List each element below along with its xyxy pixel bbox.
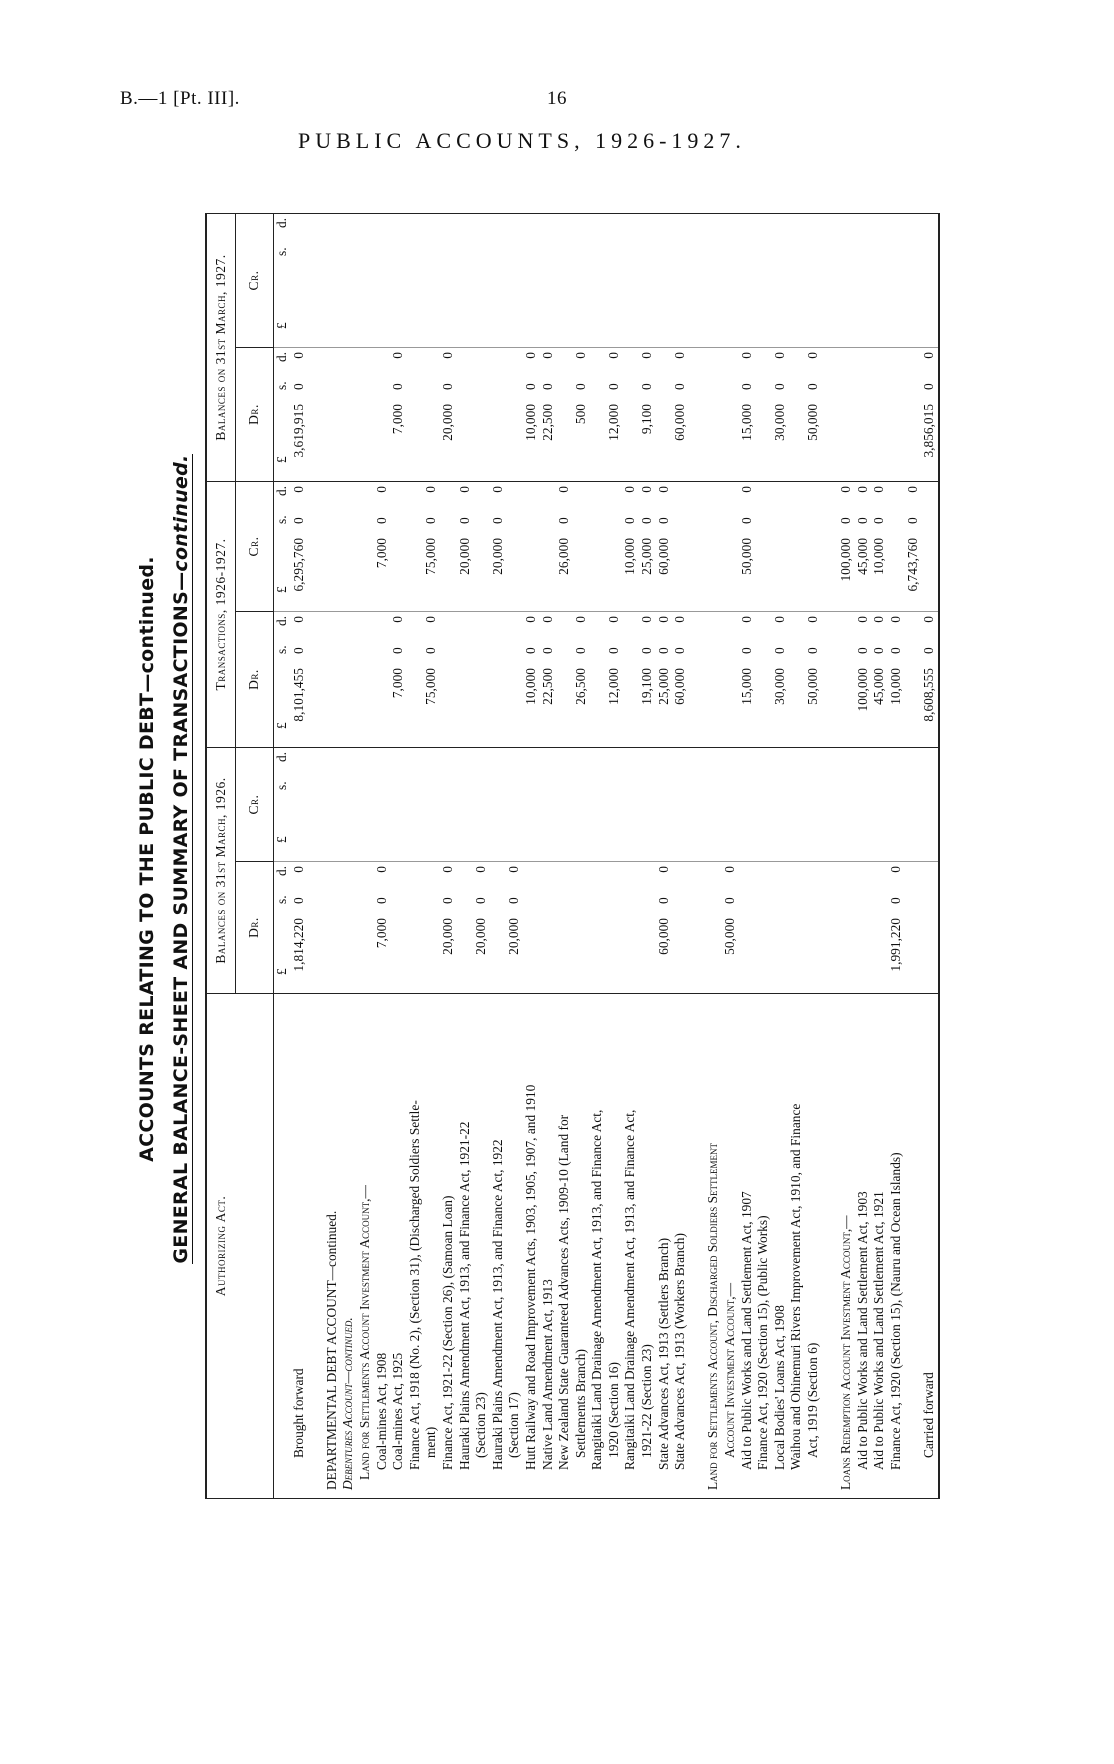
amount-pounds: 7,000 <box>373 537 389 569</box>
amount-d: 0 <box>522 616 538 623</box>
row-nz-state: New Zealand State Guaranteed Advances Acts, 1909-10 (Land for <box>556 1114 572 1470</box>
amount-pounds: 50,000 <box>722 918 738 955</box>
pence-sign: d. <box>274 866 289 877</box>
amount-pounds: 3,856,015 <box>921 403 937 458</box>
amount-pounds: 1,814,220 <box>290 918 306 972</box>
col-header-bal1926: Balances on 31st March, 1926. <box>206 748 236 994</box>
amount-total <box>921 352 938 477</box>
amount-s: 0 <box>423 517 439 524</box>
amount <box>291 352 308 477</box>
row-waihou-cont: Act, 1919 (Section 6) <box>805 1342 820 1458</box>
amount <box>423 486 440 607</box>
amount-d: 0 <box>439 866 455 873</box>
amount-d: 0 <box>522 351 538 359</box>
amount-pounds: 22,500 <box>539 403 555 441</box>
amount-d: 0 <box>921 351 937 359</box>
amount-s: 0 <box>290 647 306 654</box>
row-rangitaiki-1-cont: 1920 (Section 16) <box>605 1362 621 1458</box>
amount-d: 0 <box>290 616 306 623</box>
amount-d: 0 <box>572 616 588 623</box>
row-coal-1908: Coal-mines Act, 1908 <box>373 1352 389 1470</box>
amount-d: 0 <box>373 485 389 493</box>
amount <box>871 486 888 607</box>
amount-s: 0 <box>672 647 688 654</box>
row-rangitaiki-2: Rangitaiki Land Drainage Amendment Act, 1913, and Finance Act, <box>622 1109 638 1470</box>
shillings-sign: s. <box>274 381 289 390</box>
amount-pounds: 9,100 <box>639 403 655 435</box>
row-hutt: Hutt Railway and Road Improvement Acts, 1903, 1905, 1907, and 1910 <box>522 1084 538 1470</box>
unit-row <box>274 486 291 607</box>
amount <box>390 352 407 477</box>
row-brought-forward: Brought forward <box>290 1368 306 1458</box>
amount <box>374 866 391 989</box>
pence-sign: d. <box>274 485 289 497</box>
amount-s: 0 <box>639 647 655 654</box>
amount <box>805 616 822 743</box>
page-number: 16 <box>547 88 567 109</box>
amount-d: 0 <box>639 616 655 623</box>
amount-d: 0 <box>572 351 588 359</box>
col-header-dr: Dr. <box>236 347 274 481</box>
amount-pounds: 7,000 <box>390 403 406 435</box>
transactions-dr-column <box>274 612 939 748</box>
amount-d: 0 <box>854 485 870 493</box>
section-loans-redemption: Loans Redemption Account Investment Account,— <box>838 1215 854 1490</box>
amount <box>739 352 756 477</box>
amount-pounds: 45,000 <box>871 668 887 705</box>
row-hauraki-1-cont: (Section 23) <box>473 1392 489 1458</box>
pound-sign: £ <box>274 456 289 463</box>
amount-d: 0 <box>672 616 688 623</box>
balance-sheet-table <box>205 213 940 1499</box>
amount-d: 0 <box>722 866 738 873</box>
shillings-sign: s. <box>274 645 289 654</box>
amount-d: 0 <box>655 616 671 623</box>
amount-d: 0 <box>506 866 522 873</box>
amount <box>473 866 490 989</box>
amount-pounds: 7,000 <box>373 918 389 949</box>
amount-s: 0 <box>738 383 754 390</box>
amount-pounds: 22,500 <box>539 668 555 705</box>
amount-pounds: 10,000 <box>887 668 903 705</box>
amount <box>506 866 523 989</box>
amount-s: 0 <box>871 647 887 654</box>
amount-s: 0 <box>473 897 489 904</box>
pence-sign: d. <box>274 752 289 763</box>
amount-s: 0 <box>921 383 937 390</box>
amount-s: 0 <box>771 383 787 390</box>
amount-s: 0 <box>738 647 754 654</box>
amount-d: 0 <box>805 351 820 359</box>
amount-d: 0 <box>489 485 505 493</box>
bal1926-dr-column <box>274 862 939 994</box>
amount <box>291 486 308 607</box>
amount-s: 0 <box>838 517 854 524</box>
amount <box>871 616 888 743</box>
amount-pounds: 6,295,760 <box>290 537 306 592</box>
amount <box>573 616 590 743</box>
amount <box>772 352 789 477</box>
amount <box>739 616 756 743</box>
amount-d: 0 <box>473 866 489 873</box>
amount-d: 0 <box>605 616 621 623</box>
amount-s: 0 <box>290 517 306 524</box>
amount-pounds: 10,000 <box>871 537 887 575</box>
amount-pounds: 10,000 <box>522 668 538 705</box>
amount <box>374 486 391 607</box>
row-aid-1907: Aid to Public Works and Land Settlement Act, 1907 <box>738 1191 754 1470</box>
section-land-settlements: Land for Settlements Account Investment Account,— <box>356 1185 372 1480</box>
amount <box>440 352 457 477</box>
unit-row <box>274 616 291 743</box>
amount-pounds: 20,000 <box>473 918 489 955</box>
amount <box>772 616 789 743</box>
pound-sign: £ <box>274 968 289 975</box>
amount-pounds: 26,000 <box>556 537 572 575</box>
amount-s: 0 <box>887 897 903 904</box>
amount-s: 0 <box>439 897 455 904</box>
amount-d: 0 <box>655 866 671 873</box>
shillings-sign: s. <box>274 515 289 524</box>
amount <box>423 616 440 743</box>
amount-pounds: 50,000 <box>738 537 754 575</box>
amount-pounds: 12,000 <box>605 403 621 441</box>
amount <box>573 352 590 477</box>
col-header-transactions: Transactions, 1926-1927. <box>206 481 236 747</box>
unit-row <box>274 998 291 1490</box>
row-state-workers: State Advances Act, 1913 (Workers Branch) <box>672 1233 688 1470</box>
amount <box>390 616 407 743</box>
amount <box>540 352 557 477</box>
amount-s: 0 <box>373 517 389 524</box>
amount-pounds: 3,619,915 <box>290 403 306 458</box>
amount-pounds: 100,000 <box>838 537 854 582</box>
shillings-sign: s. <box>274 781 289 790</box>
amount <box>888 616 905 743</box>
row-aid-1903: Aid to Public Works and Land Settlement Act, 1903 <box>854 1191 870 1470</box>
amount-d: 0 <box>539 351 555 359</box>
amount-s: 0 <box>722 897 738 904</box>
amount-pounds: 20,000 <box>456 537 472 575</box>
section-debentures: Debentures Account—continued. <box>340 1317 356 1490</box>
row-finance-1918-cont: ment) <box>423 1426 439 1458</box>
bal1927-dr-column <box>274 347 939 481</box>
caption-line-2-main: GENERAL BALANCE-SHEET AND SUMMARY OF TRANSACTIONS— <box>170 571 192 1264</box>
amount-s: 0 <box>572 647 588 654</box>
amount-s: 0 <box>556 517 572 524</box>
amount <box>656 866 673 989</box>
amount-pounds: 15,000 <box>738 403 754 441</box>
amount-pounds: 60,000 <box>655 918 671 955</box>
amount-pounds: 20,000 <box>439 918 455 955</box>
amount-d: 0 <box>921 616 937 623</box>
section-departmental-debt: DEPARTMENTAL DEBT ACCOUNT—continued. <box>323 1210 339 1490</box>
amount-pounds: 8,101,455 <box>290 668 306 722</box>
col-header-cr: Cr. <box>236 481 274 611</box>
amount <box>855 616 872 743</box>
amount-d: 0 <box>887 866 903 873</box>
amount-d: 0 <box>805 616 820 623</box>
amount-s: 0 <box>887 647 903 654</box>
pence-sign: d. <box>274 616 289 627</box>
amount-s: 0 <box>506 897 522 904</box>
amount-s: 0 <box>390 647 406 654</box>
amount-s: 0 <box>622 517 638 524</box>
amount-d: 0 <box>887 616 903 623</box>
amount-pounds: 30,000 <box>771 668 787 705</box>
row-finance-1920-pw: Finance Act, 1920 (Section 15), (Public Works) <box>755 1215 771 1470</box>
amount-pounds: 75,000 <box>423 537 439 575</box>
row-hauraki-2-cont: (Section 17) <box>506 1392 522 1458</box>
bal1926-cr-column <box>274 748 939 862</box>
pound-sign: £ <box>274 586 289 593</box>
amount-d: 0 <box>556 485 572 493</box>
col-header-bal1927: Balances on 31st March, 1927. <box>206 213 236 481</box>
amount-d: 0 <box>456 485 472 493</box>
amount-d: 0 <box>771 616 787 623</box>
amount <box>523 352 540 477</box>
unit-row <box>274 218 291 343</box>
row-local-bodies: Local Bodies' Loans Act, 1908 <box>771 1305 787 1470</box>
amount-d: 0 <box>390 616 406 623</box>
amount <box>672 352 689 477</box>
amount-pounds: 15,000 <box>738 668 754 705</box>
row-state-settlers: State Advances Act, 1913 (Settlers Branch) <box>655 1237 671 1470</box>
amount-s: 0 <box>522 647 538 654</box>
amount-d: 0 <box>771 351 787 359</box>
amount-pounds: 6,743,760 <box>904 537 920 592</box>
amount-d: 0 <box>738 351 754 359</box>
amount-pounds: 25,000 <box>639 537 655 575</box>
row-hauraki-1: Hauraki Plains Amendment Act, 1913, and Finance Act, 1921-22 <box>456 1121 472 1470</box>
pence-sign: d. <box>274 217 289 229</box>
row-coal-1925: Coal-mines Act, 1925 <box>390 1352 406 1470</box>
row-hauraki-2: Hauraki Plains Amendment Act, 1913, and Finance Act, 1922 <box>489 1139 505 1470</box>
amount-d: 0 <box>290 485 306 493</box>
amount <box>672 616 689 743</box>
row-rangitaiki-1: Rangitaiki Land Drainage Amendment Act, 1913, and Finance Act, <box>589 1109 605 1470</box>
amount-d: 0 <box>290 351 306 359</box>
amount-s: 0 <box>423 647 439 654</box>
col-header-cr: Cr. <box>236 213 274 347</box>
amount-d: 0 <box>672 351 688 359</box>
amount-s: 0 <box>805 383 820 390</box>
row-carried-forward: Carried forward <box>921 1372 937 1458</box>
amount-s: 0 <box>805 647 820 654</box>
amount-pounds: 12,000 <box>605 668 621 705</box>
amount-d: 0 <box>854 616 870 623</box>
page-title: PUBLIC ACCOUNTS, 1926-1927. <box>298 128 746 153</box>
report-reference: B.—1 [Pt. III]. <box>120 88 240 109</box>
amount <box>606 616 623 743</box>
amount-d: 0 <box>871 485 887 493</box>
amount <box>291 616 308 743</box>
amount <box>739 486 756 607</box>
amount-pounds: 1,991,220 <box>887 918 903 972</box>
amount-pounds: 60,000 <box>655 537 671 575</box>
unit-row <box>274 752 291 857</box>
row-waihou: Waihou and Ohinemuri Rivers Improvement Act, 1910, and Finance <box>788 1103 804 1470</box>
amount-pounds: 8,608,555 <box>921 668 937 722</box>
amount-d: 0 <box>639 485 655 493</box>
amount <box>722 866 739 989</box>
amount-s: 0 <box>854 647 870 654</box>
transactions-cr-column <box>274 481 939 611</box>
unit-row <box>274 352 291 477</box>
rotated-table-region <box>128 214 937 1504</box>
caption-line-2-cont: continued. <box>170 454 192 572</box>
amount-d: 0 <box>423 485 439 493</box>
amount <box>490 486 507 607</box>
amount-pounds: 26,500 <box>572 668 588 705</box>
amount-pounds: 20,000 <box>439 403 455 441</box>
amount-pounds: 45,000 <box>854 537 870 575</box>
amount-s: 0 <box>639 517 655 524</box>
amount-s: 0 <box>456 517 472 524</box>
amount <box>838 486 855 607</box>
pence-sign: d. <box>274 351 289 363</box>
amount-s: 0 <box>572 383 588 390</box>
amount-pounds: 60,000 <box>672 668 688 705</box>
amount <box>440 866 457 989</box>
amount-s: 0 <box>439 383 455 390</box>
amount-s: 0 <box>854 517 870 524</box>
unit-row <box>274 866 291 989</box>
amount <box>855 486 872 607</box>
amount-pounds: 20,000 <box>489 537 505 575</box>
amount-pounds: 19,100 <box>639 668 655 705</box>
amount-d: 0 <box>423 616 439 623</box>
col-header-dr: Dr. <box>236 862 274 994</box>
amount-s: 0 <box>639 383 655 390</box>
section-lfs-discharged-cont: Account Investment Account,— <box>722 1283 738 1458</box>
shillings-sign: s. <box>274 247 289 256</box>
amount-total <box>905 486 922 607</box>
amount-d: 0 <box>639 351 655 359</box>
amount-pounds: 50,000 <box>805 668 820 705</box>
amount <box>606 352 623 477</box>
amount-s: 0 <box>904 517 920 524</box>
amount-s: 0 <box>539 383 555 390</box>
amount-pounds: 30,000 <box>771 403 787 441</box>
caption-line-1: ACCOUNTS RELATING TO THE PUBLIC DEBT—continued. <box>136 556 158 1162</box>
pound-sign: £ <box>274 836 289 843</box>
amount-s: 0 <box>489 517 505 524</box>
amount-s: 0 <box>605 383 621 390</box>
amount-d: 0 <box>738 616 754 623</box>
amount <box>556 486 573 607</box>
amount-total <box>921 616 938 743</box>
pound-sign: £ <box>274 322 289 329</box>
amount <box>622 486 639 607</box>
section-lfs-discharged: Land for Settlements Account, Discharged Soldiers Settlement <box>705 1142 721 1490</box>
amount <box>805 352 822 477</box>
row-native: Native Land Amendment Act, 1913 <box>539 1279 555 1470</box>
row-aid-1921: Aid to Public Works and Land Settlement Act, 1921 <box>871 1191 887 1470</box>
amount-total <box>888 866 905 989</box>
amount-s: 0 <box>655 647 671 654</box>
amount-s: 0 <box>290 383 306 390</box>
amount-s: 0 <box>390 383 406 390</box>
amount-s: 0 <box>522 383 538 390</box>
amount-pounds: 25,000 <box>655 668 671 705</box>
amount-d: 0 <box>738 485 754 493</box>
amount-pounds: 10,000 <box>522 403 538 441</box>
amount-d: 0 <box>373 866 389 873</box>
amount <box>639 352 656 477</box>
amount <box>639 486 656 607</box>
amount-d: 0 <box>838 485 854 493</box>
amount <box>291 866 308 989</box>
act-column <box>274 994 939 1499</box>
amount-d: 0 <box>605 351 621 359</box>
amount-pounds: 50,000 <box>805 403 820 441</box>
amount-s: 0 <box>605 647 621 654</box>
amount-d: 0 <box>539 616 555 623</box>
row-finance-1920-nauru: Finance Act, 1920 (Section 15), (Nauru and Ocean Islands) <box>887 1152 903 1470</box>
amount-d: 0 <box>390 351 406 359</box>
amount-s: 0 <box>871 517 887 524</box>
amount-pounds: 500 <box>572 403 588 425</box>
amount-s: 0 <box>655 517 671 524</box>
col-header-cr: Cr. <box>236 748 274 862</box>
row-rangitaiki-2-cont: 1921-22 (Section 23) <box>639 1344 655 1458</box>
bal1927-cr-column <box>274 213 939 347</box>
row-finance-1921: Finance Act, 1921-22 (Section 26), (Samoan Loan) <box>439 1195 455 1470</box>
pound-sign: £ <box>274 722 289 729</box>
amount-s: 0 <box>921 647 937 654</box>
caption-line-2 <box>170 214 192 1504</box>
amount-pounds: 100,000 <box>854 668 870 712</box>
shillings-sign: s. <box>274 895 289 904</box>
amount-s: 0 <box>771 647 787 654</box>
amount-s: 0 <box>738 517 754 524</box>
amount <box>523 616 540 743</box>
amount-pounds: 60,000 <box>672 403 688 441</box>
amount-s: 0 <box>373 897 389 904</box>
amount <box>639 616 656 743</box>
amount-pounds: 75,000 <box>423 668 439 705</box>
amount-d: 0 <box>290 866 306 873</box>
amount-d: 0 <box>439 351 455 359</box>
amount <box>540 616 557 743</box>
col-header-act: Authorizing Act. <box>206 994 274 1499</box>
amount <box>457 486 474 607</box>
amount-d: 0 <box>622 485 638 493</box>
amount-pounds: 7,000 <box>390 668 406 699</box>
amount-s: 0 <box>672 383 688 390</box>
amount-pounds: 10,000 <box>622 537 638 575</box>
row-nz-state-cont: Settlements Branch) <box>572 1349 588 1458</box>
amount <box>656 616 673 743</box>
amount <box>656 486 673 607</box>
amount-pounds: 20,000 <box>506 918 522 955</box>
amount-d: 0 <box>655 485 671 493</box>
amount-s: 0 <box>290 897 306 904</box>
amount-d: 0 <box>904 485 920 493</box>
row-finance-1918: Finance Act, 1918 (No. 2), (Section 31), (Discharged Soldiers Settle- <box>406 1100 422 1470</box>
col-header-dr: Dr. <box>236 612 274 748</box>
amount-d: 0 <box>871 616 887 623</box>
amount-s: 0 <box>655 897 671 904</box>
amount-s: 0 <box>539 647 555 654</box>
